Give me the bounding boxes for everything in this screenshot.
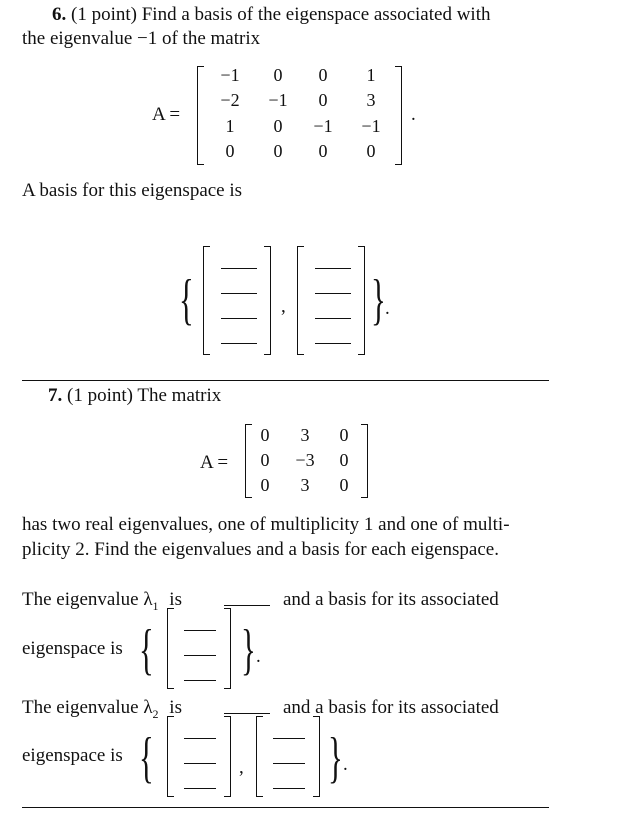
problem6-matrix-cell: −2 bbox=[220, 90, 240, 110]
problem7-matrix-cell: 0 bbox=[260, 425, 270, 445]
answer6-v1-right-bracket bbox=[264, 246, 271, 355]
problem6-matrix-cell: 0 bbox=[273, 116, 283, 136]
problem6-text: Find a basis of the eigenspace associated with bbox=[141, 4, 491, 25]
answer7b-v1-left-bracket bbox=[167, 716, 174, 797]
problem6-matrix-cell: 0 bbox=[318, 65, 328, 85]
divider bbox=[22, 380, 549, 381]
eigenvalue1-prompt bbox=[22, 589, 182, 614]
answer6-v2-left-bracket bbox=[297, 246, 304, 355]
divider bbox=[22, 807, 549, 808]
answer7b-v1-right-bracket bbox=[224, 716, 231, 797]
right-brace-icon: } bbox=[241, 619, 256, 681]
answer6-period: . bbox=[385, 298, 390, 319]
problem6-number: 6. bbox=[52, 4, 67, 25]
problem7-description-line2: plicity 2. Find the eigenvalues and a basis for each eigenspace. bbox=[22, 539, 499, 560]
answer7a-entry2[interactable] bbox=[184, 655, 216, 656]
answer7b-v1-entry1[interactable] bbox=[184, 738, 216, 739]
answer7b-v2-entry2[interactable] bbox=[273, 763, 305, 764]
problem7-matrix-cell: −3 bbox=[295, 450, 315, 470]
eigenvalue1-label: The eigenvalue λ bbox=[22, 589, 153, 610]
problem6-matrix-cell: 0 bbox=[366, 141, 376, 161]
answer7a-left-bracket bbox=[167, 608, 174, 689]
eigenspace2-label: eigenspace is bbox=[22, 745, 123, 766]
answer7a-entry1[interactable] bbox=[184, 630, 216, 631]
right-brace-icon: } bbox=[371, 269, 386, 331]
answer6-v2-entry4[interactable] bbox=[315, 343, 351, 344]
eigenspace1-label: eigenspace is bbox=[22, 638, 123, 659]
problem7-matrix-cell: 0 bbox=[339, 450, 349, 470]
problem7-matrix-cell: 3 bbox=[300, 475, 310, 495]
answer6-v1-entry3[interactable] bbox=[221, 318, 257, 319]
eigenvalue2-subscript: 2 bbox=[152, 706, 159, 721]
answer7b-v2-entry1[interactable] bbox=[273, 738, 305, 739]
answer6-v1-entry4[interactable] bbox=[221, 343, 257, 344]
problem6-matrix-period: . bbox=[411, 104, 416, 125]
problem6-matrix-cell: 0 bbox=[273, 141, 283, 161]
problem6-matrix-cell: 0 bbox=[225, 141, 235, 161]
eigenvalue2-is: is bbox=[169, 697, 182, 718]
problem6-matrix-cell: 0 bbox=[273, 65, 283, 85]
problem6-matrix-cell: −1 bbox=[361, 116, 381, 136]
problem6-matrix-label: A = bbox=[152, 104, 181, 125]
problem7-matrix-cell: 0 bbox=[260, 450, 270, 470]
problem6-matrix-cell: 3 bbox=[366, 90, 376, 110]
problem7-matrix-cell: 3 bbox=[300, 425, 310, 445]
problem6-matrix-cell: 0 bbox=[318, 141, 328, 161]
problem6-heading bbox=[52, 4, 490, 26]
problem6-matrix-cell: −1 bbox=[268, 90, 288, 110]
answer6-v2-entry2[interactable] bbox=[315, 293, 351, 294]
eigenvalue1-input[interactable] bbox=[224, 605, 270, 606]
problem7-matrix-cell: 0 bbox=[260, 475, 270, 495]
problem6-matrix-cell: −1 bbox=[220, 65, 240, 85]
answer7b-v2-left-bracket bbox=[256, 716, 263, 797]
answer7a-right-bracket bbox=[224, 608, 231, 689]
answer7a-entry3[interactable] bbox=[184, 680, 216, 681]
answer7b-v2-entry3[interactable] bbox=[273, 788, 305, 789]
answer7b-comma: , bbox=[239, 757, 244, 778]
problem7-text: The matrix bbox=[137, 385, 222, 406]
problem6-points: (1 point) bbox=[71, 4, 137, 25]
problem7-matrix-label: A = bbox=[200, 452, 229, 473]
problem7-description-line1: has two real eigenvalues, one of multiplicity 1 and one of multi- bbox=[22, 514, 510, 535]
eigenvalue2-prompt bbox=[22, 697, 182, 722]
eigenvalue1-is: is bbox=[169, 589, 182, 610]
right-brace-icon: } bbox=[328, 727, 343, 789]
problem7-number: 7. bbox=[48, 385, 63, 406]
answer6-v2-right-bracket bbox=[358, 246, 365, 355]
eigenvalue2-label: The eigenvalue λ bbox=[22, 697, 153, 718]
left-brace-icon: { bbox=[139, 619, 154, 681]
answer6-comma: , bbox=[281, 296, 286, 317]
problem6-matrix-cell: 1 bbox=[366, 65, 376, 85]
answer7a-period: . bbox=[256, 646, 261, 667]
eigenvalue2-suffix: and a basis for its associated bbox=[283, 697, 499, 718]
answer7b-v1-entry3[interactable] bbox=[184, 788, 216, 789]
answer7b-v2-right-bracket bbox=[313, 716, 320, 797]
problem6-matrix-left-bracket bbox=[197, 66, 204, 165]
problem6-text-line2: the eigenvalue −1 of the matrix bbox=[22, 28, 261, 49]
problem6-matrix-cell: 0 bbox=[318, 90, 328, 110]
answer6-v1-left-bracket bbox=[203, 246, 210, 355]
eigenvalue1-subscript: 1 bbox=[152, 598, 159, 613]
answer6-v1-entry1[interactable] bbox=[221, 268, 257, 269]
left-brace-icon: { bbox=[139, 727, 154, 789]
answer7b-period: . bbox=[343, 754, 348, 775]
answer6-v1-entry2[interactable] bbox=[221, 293, 257, 294]
problem7-matrix-cell: 0 bbox=[339, 425, 349, 445]
problem7-points: (1 point) bbox=[67, 385, 133, 406]
problem6-matrix-right-bracket bbox=[395, 66, 402, 165]
eigenvalue1-suffix: and a basis for its associated bbox=[283, 589, 499, 610]
answer6-v2-entry1[interactable] bbox=[315, 268, 351, 269]
eigenvalue2-input[interactable] bbox=[224, 713, 270, 714]
problem7-matrix-cell: 0 bbox=[339, 475, 349, 495]
problem7-heading bbox=[48, 385, 221, 407]
problem6-matrix-cell: 1 bbox=[225, 116, 235, 136]
answer7b-v1-entry2[interactable] bbox=[184, 763, 216, 764]
problem6-basis-prompt: A basis for this eigenspace is bbox=[22, 180, 243, 201]
answer6-v2-entry3[interactable] bbox=[315, 318, 351, 319]
problem6-matrix-cell: −1 bbox=[313, 116, 333, 136]
left-brace-icon: { bbox=[179, 269, 194, 331]
